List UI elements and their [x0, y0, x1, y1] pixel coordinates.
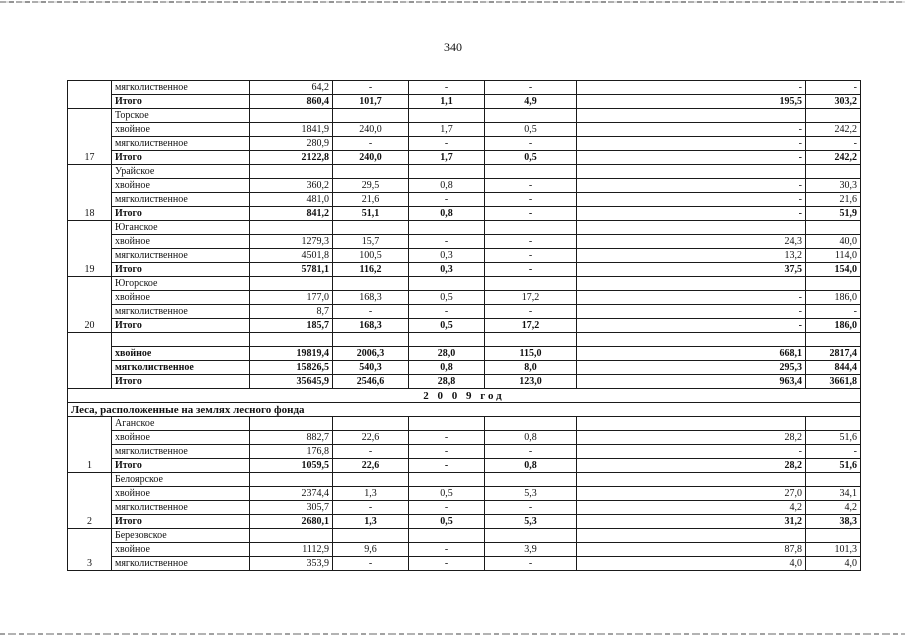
value-cell: -: [485, 137, 577, 151]
value-cell: 5,3: [485, 515, 577, 529]
value-cell: 1279,3: [250, 235, 333, 249]
row-label: хвойное: [112, 179, 250, 193]
row-label: мягколиственное: [112, 193, 250, 207]
table-row: [68, 487, 861, 501]
table-row: [68, 305, 861, 319]
value-cell: 2006,3: [333, 347, 409, 361]
value-cell: 4,9: [485, 95, 577, 109]
empty-cell: [577, 333, 806, 347]
table-row: [68, 557, 861, 571]
empty-cell: [250, 529, 333, 543]
value-cell: 114,0: [806, 249, 861, 263]
empty-cell: [409, 109, 485, 123]
value-cell: 19819,4: [250, 347, 333, 361]
empty-cell: [485, 529, 577, 543]
value-cell: 116,2: [333, 263, 409, 277]
value-cell: 168,3: [333, 291, 409, 305]
group-number: 20: [68, 277, 112, 333]
value-cell: -: [577, 207, 806, 221]
value-cell: 28,0: [409, 347, 485, 361]
empty-cell: [577, 529, 806, 543]
value-cell: 154,0: [806, 263, 861, 277]
empty-cell: [250, 109, 333, 123]
value-cell: 1,3: [333, 487, 409, 501]
row-label: мягколиственное: [112, 501, 250, 515]
value-cell: 1059,5: [250, 459, 333, 473]
value-cell: -: [485, 557, 577, 571]
table-row: [68, 249, 861, 263]
value-cell: 841,2: [250, 207, 333, 221]
value-cell: -: [409, 459, 485, 473]
value-cell: 64,2: [250, 81, 333, 95]
value-cell: 2680,1: [250, 515, 333, 529]
row-label: Итого: [112, 515, 250, 529]
group-name: Юганское: [112, 221, 250, 235]
value-cell: 240,0: [333, 151, 409, 165]
empty-cell: [333, 165, 409, 179]
value-cell: 353,9: [250, 557, 333, 571]
empty-cell: [333, 277, 409, 291]
empty-cell: [485, 165, 577, 179]
empty-cell: [333, 333, 409, 347]
empty-cell: [806, 221, 861, 235]
row-label: хвойное: [112, 235, 250, 249]
value-cell: 0,3: [409, 263, 485, 277]
row-label: Итого: [112, 151, 250, 165]
empty-cell: [68, 81, 112, 109]
value-cell: 15,7: [333, 235, 409, 249]
empty-cell: [409, 529, 485, 543]
value-cell: -: [333, 137, 409, 151]
value-cell: 176,8: [250, 445, 333, 459]
value-cell: -: [485, 305, 577, 319]
group-number: 3: [68, 529, 112, 571]
table-row: [68, 361, 861, 375]
empty-cell: [806, 165, 861, 179]
table-row: [68, 291, 861, 305]
value-cell: 303,2: [806, 95, 861, 109]
value-cell: -: [409, 543, 485, 557]
table-row: [68, 123, 861, 137]
group-name: [112, 333, 250, 347]
value-cell: -: [577, 137, 806, 151]
value-cell: 177,0: [250, 291, 333, 305]
row-label: мягколиственное: [112, 361, 250, 375]
table-row: [68, 151, 861, 165]
row-label: хвойное: [112, 123, 250, 137]
row-label: хвойное: [112, 347, 250, 361]
value-cell: 17,2: [485, 319, 577, 333]
row-label: мягколиственное: [112, 137, 250, 151]
empty-cell: [577, 165, 806, 179]
value-cell: 8,0: [485, 361, 577, 375]
row-label: хвойное: [112, 487, 250, 501]
empty-cell: [577, 417, 806, 431]
table-row: [68, 137, 861, 151]
row-label: мягколиственное: [112, 249, 250, 263]
group-header-row: [68, 417, 861, 431]
value-cell: 1,7: [409, 123, 485, 137]
value-cell: -: [577, 123, 806, 137]
row-label: Итого: [112, 375, 250, 389]
value-cell: 280,9: [250, 137, 333, 151]
group-number: 18: [68, 165, 112, 221]
row-label: Итого: [112, 263, 250, 277]
value-cell: -: [409, 305, 485, 319]
value-cell: 540,3: [333, 361, 409, 375]
value-cell: 27,0: [577, 487, 806, 501]
table-row: [68, 347, 861, 361]
group-name: Торское: [112, 109, 250, 123]
value-cell: 3661,8: [806, 375, 861, 389]
empty-cell: [577, 277, 806, 291]
value-cell: 29,5: [333, 179, 409, 193]
value-cell: 1,1: [409, 95, 485, 109]
value-cell: 40,0: [806, 235, 861, 249]
value-cell: 963,4: [577, 375, 806, 389]
value-cell: 34,1: [806, 487, 861, 501]
value-cell: 844,4: [806, 361, 861, 375]
value-cell: 668,1: [577, 347, 806, 361]
group-number: 19: [68, 221, 112, 277]
value-cell: 2122,8: [250, 151, 333, 165]
row-label: Итого: [112, 459, 250, 473]
value-cell: -: [577, 151, 806, 165]
section-heading: Леса, расположенные на землях лесного фонда: [68, 403, 861, 417]
value-cell: 242,2: [806, 123, 861, 137]
value-cell: -: [577, 319, 806, 333]
value-cell: 28,2: [577, 431, 806, 445]
value-cell: 37,5: [577, 263, 806, 277]
value-cell: 22,6: [333, 459, 409, 473]
value-cell: 51,6: [806, 459, 861, 473]
empty-cell: [409, 221, 485, 235]
row-label: мягколиственное: [112, 81, 250, 95]
row-label: мягколиственное: [112, 445, 250, 459]
value-cell: 51,1: [333, 207, 409, 221]
value-cell: 1,3: [333, 515, 409, 529]
empty-cell: [409, 417, 485, 431]
value-cell: 5,3: [485, 487, 577, 501]
value-cell: -: [333, 445, 409, 459]
table-row: [68, 193, 861, 207]
empty-cell: [485, 109, 577, 123]
value-cell: 5781,1: [250, 263, 333, 277]
row-label: Итого: [112, 207, 250, 221]
table-row: [68, 319, 861, 333]
group-name: Урайское: [112, 165, 250, 179]
value-cell: -: [485, 193, 577, 207]
value-cell: 13,2: [577, 249, 806, 263]
value-cell: -: [485, 445, 577, 459]
page-number: 340: [444, 40, 462, 54]
value-cell: 123,0: [485, 375, 577, 389]
value-cell: 8,7: [250, 305, 333, 319]
value-cell: 0,5: [409, 319, 485, 333]
value-cell: 0,8: [485, 431, 577, 445]
empty-cell: [409, 277, 485, 291]
empty-cell: [409, 165, 485, 179]
value-cell: 860,4: [250, 95, 333, 109]
value-cell: 22,6: [333, 431, 409, 445]
value-cell: 3,9: [485, 543, 577, 557]
value-cell: 28,2: [577, 459, 806, 473]
table-row: [68, 375, 861, 389]
row-label: хвойное: [112, 431, 250, 445]
value-cell: -: [333, 557, 409, 571]
group-number: 17: [68, 109, 112, 165]
empty-cell: [806, 417, 861, 431]
value-cell: 305,7: [250, 501, 333, 515]
table-row: [68, 431, 861, 445]
table-row: [68, 81, 861, 95]
value-cell: -: [409, 501, 485, 515]
row-label: Итого: [112, 319, 250, 333]
group-number: 1: [68, 417, 112, 473]
value-cell: 101,3: [806, 543, 861, 557]
value-cell: 51,9: [806, 207, 861, 221]
empty-cell: [409, 333, 485, 347]
group-header-row: [68, 277, 861, 291]
empty-cell: [409, 473, 485, 487]
value-cell: -: [806, 445, 861, 459]
empty-cell: [806, 473, 861, 487]
group-name: Югорское: [112, 277, 250, 291]
value-cell: -: [806, 137, 861, 151]
value-cell: -: [485, 501, 577, 515]
value-cell: -: [409, 445, 485, 459]
value-cell: 360,2: [250, 179, 333, 193]
value-cell: 21,6: [806, 193, 861, 207]
value-cell: 2817,4: [806, 347, 861, 361]
empty-cell: [577, 109, 806, 123]
value-cell: 1112,9: [250, 543, 333, 557]
value-cell: -: [577, 193, 806, 207]
empty-cell: [806, 277, 861, 291]
value-cell: 51,6: [806, 431, 861, 445]
value-cell: 2374,4: [250, 487, 333, 501]
value-cell: 2546,6: [333, 375, 409, 389]
value-cell: -: [333, 81, 409, 95]
value-cell: -: [577, 81, 806, 95]
table-row: [68, 515, 861, 529]
empty-cell: [250, 277, 333, 291]
value-cell: 0,5: [485, 123, 577, 137]
value-cell: 195,5: [577, 95, 806, 109]
year-heading-row: [68, 389, 861, 403]
value-cell: -: [409, 81, 485, 95]
year-heading: 2 0 0 9 год: [68, 389, 861, 403]
table-row: [68, 543, 861, 557]
group-header-row: [68, 221, 861, 235]
value-cell: 101,7: [333, 95, 409, 109]
value-cell: 185,7: [250, 319, 333, 333]
value-cell: -: [333, 501, 409, 515]
value-cell: 0,5: [485, 151, 577, 165]
table-row: [68, 235, 861, 249]
row-label: хвойное: [112, 543, 250, 557]
value-cell: -: [485, 179, 577, 193]
value-cell: 168,3: [333, 319, 409, 333]
group-header-row: [68, 109, 861, 123]
group-name: Березовское: [112, 529, 250, 543]
value-cell: 0,8: [409, 207, 485, 221]
empty-cell: [485, 277, 577, 291]
empty-cell: [333, 109, 409, 123]
value-cell: 186,0: [806, 319, 861, 333]
table-row: [68, 501, 861, 515]
value-cell: 4,0: [806, 557, 861, 571]
value-cell: 295,3: [577, 361, 806, 375]
value-cell: 100,5: [333, 249, 409, 263]
empty-cell: [577, 473, 806, 487]
value-cell: -: [409, 137, 485, 151]
group-header-row: [68, 333, 861, 347]
table-row: [68, 207, 861, 221]
row-label: Итого: [112, 95, 250, 109]
row-label: мягколиственное: [112, 305, 250, 319]
group-number: 2: [68, 473, 112, 529]
empty-cell: [485, 333, 577, 347]
value-cell: 240,0: [333, 123, 409, 137]
value-cell: -: [485, 235, 577, 249]
value-cell: 242,2: [806, 151, 861, 165]
value-cell: -: [409, 193, 485, 207]
empty-cell: [577, 221, 806, 235]
value-cell: -: [333, 305, 409, 319]
value-cell: 4,2: [806, 501, 861, 515]
table-row: [68, 445, 861, 459]
table-row: [68, 459, 861, 473]
value-cell: -: [577, 179, 806, 193]
empty-cell: [485, 417, 577, 431]
value-cell: 31,2: [577, 515, 806, 529]
empty-cell: [806, 529, 861, 543]
value-cell: 4,0: [577, 557, 806, 571]
value-cell: 0,3: [409, 249, 485, 263]
value-cell: 0,8: [409, 179, 485, 193]
empty-cell: [806, 333, 861, 347]
empty-cell: [333, 417, 409, 431]
value-cell: 0,8: [485, 459, 577, 473]
table-row: [68, 95, 861, 109]
value-cell: 1841,9: [250, 123, 333, 137]
empty-cell: [250, 473, 333, 487]
value-cell: 15826,5: [250, 361, 333, 375]
empty-cell: [250, 417, 333, 431]
value-cell: 0,5: [409, 515, 485, 529]
group-header-row: [68, 529, 861, 543]
value-cell: -: [806, 305, 861, 319]
value-cell: 21,6: [333, 193, 409, 207]
value-cell: 9,6: [333, 543, 409, 557]
value-cell: 30,3: [806, 179, 861, 193]
scan-edge-bottom: [0, 633, 905, 635]
group-header-row: [68, 165, 861, 179]
value-cell: -: [577, 445, 806, 459]
row-label: мягколиственное: [112, 557, 250, 571]
value-cell: 0,5: [409, 487, 485, 501]
value-cell: 0,5: [409, 291, 485, 305]
section-heading-row: [68, 403, 861, 417]
group-header-row: [68, 473, 861, 487]
empty-cell: [333, 529, 409, 543]
value-cell: 115,0: [485, 347, 577, 361]
value-cell: 28,8: [409, 375, 485, 389]
value-cell: 38,3: [806, 515, 861, 529]
value-cell: 481,0: [250, 193, 333, 207]
value-cell: -: [485, 207, 577, 221]
empty-cell: [333, 221, 409, 235]
value-cell: -: [577, 291, 806, 305]
value-cell: 186,0: [806, 291, 861, 305]
value-cell: -: [485, 263, 577, 277]
value-cell: -: [485, 249, 577, 263]
empty-cell: [485, 221, 577, 235]
empty-cell: [250, 221, 333, 235]
forest-data-table: [67, 80, 861, 571]
value-cell: -: [485, 81, 577, 95]
value-cell: -: [577, 305, 806, 319]
value-cell: 4501,8: [250, 249, 333, 263]
row-label: хвойное: [112, 291, 250, 305]
scan-edge-top: [0, 1, 905, 3]
empty-cell: [250, 165, 333, 179]
table-row: [68, 179, 861, 193]
value-cell: 87,8: [577, 543, 806, 557]
group-number: [68, 333, 112, 389]
empty-cell: [485, 473, 577, 487]
group-name: Белоярское: [112, 473, 250, 487]
value-cell: 35645,9: [250, 375, 333, 389]
value-cell: -: [409, 235, 485, 249]
value-cell: 882,7: [250, 431, 333, 445]
empty-cell: [333, 473, 409, 487]
value-cell: -: [806, 81, 861, 95]
group-name: Аганское: [112, 417, 250, 431]
value-cell: -: [409, 431, 485, 445]
table-row: [68, 263, 861, 277]
value-cell: -: [409, 557, 485, 571]
empty-cell: [250, 333, 333, 347]
value-cell: 17,2: [485, 291, 577, 305]
empty-cell: [806, 109, 861, 123]
value-cell: 1,7: [409, 151, 485, 165]
value-cell: 0,8: [409, 361, 485, 375]
value-cell: 24,3: [577, 235, 806, 249]
value-cell: 4,2: [577, 501, 806, 515]
